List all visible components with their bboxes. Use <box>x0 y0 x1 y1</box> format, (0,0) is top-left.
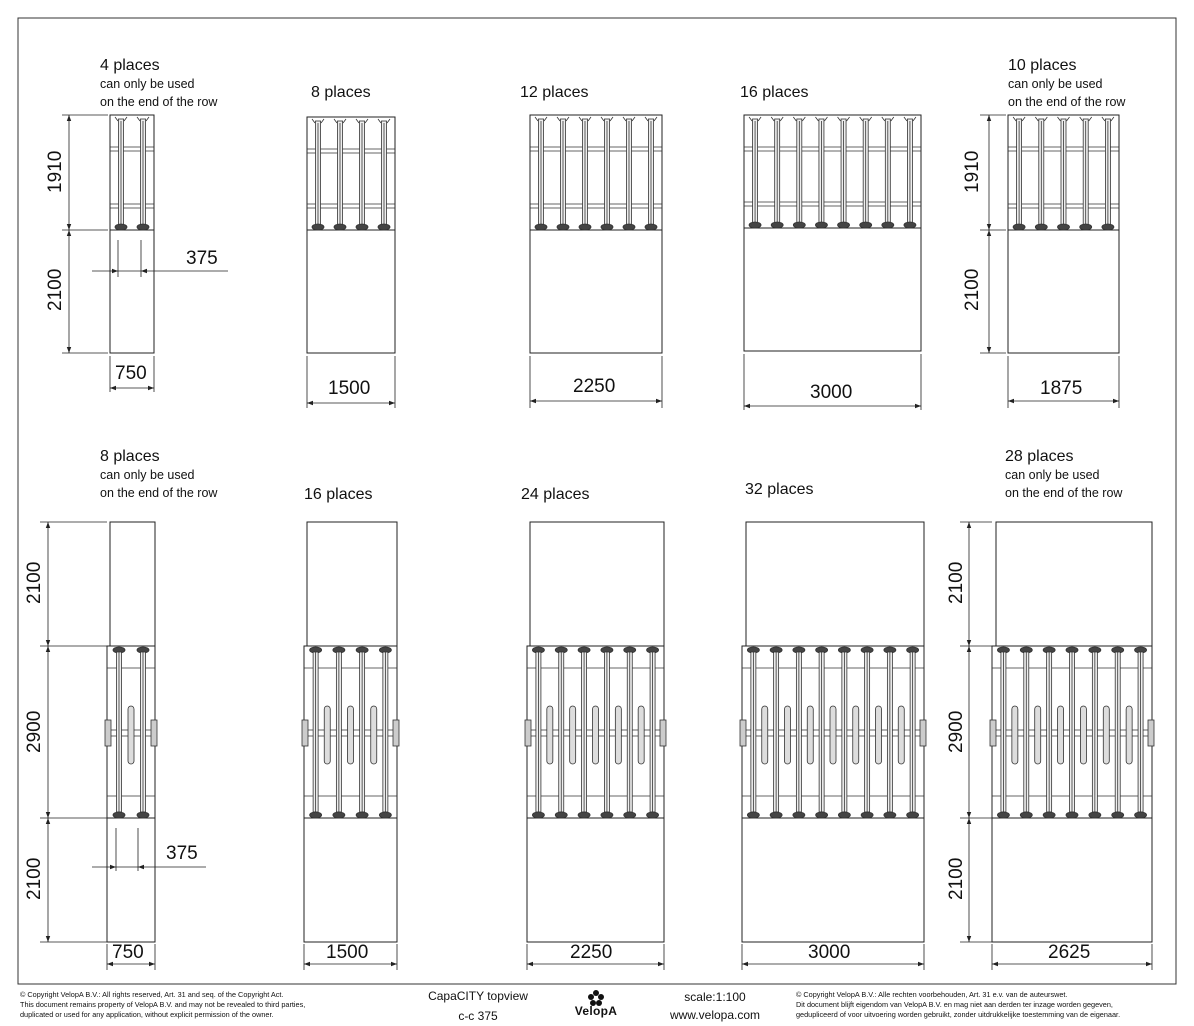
bottom-group-4-title: 32 places <box>745 481 814 498</box>
website-link[interactable]: www.velopa.com <box>669 1008 761 1022</box>
top-right-dim-depth: 2100 <box>962 268 983 311</box>
bottom-width-1: 750 <box>112 942 144 963</box>
rack-top <box>530 117 662 230</box>
bottom-left-dim-cc: 375 <box>166 843 198 864</box>
drawing-scale: scale:1:100 <box>684 990 746 1004</box>
top-group-5-title: 10 places can only be used on the end of the row <box>1008 57 1126 109</box>
rack-double <box>302 647 399 818</box>
rack-top <box>744 117 921 228</box>
velopa-logo: VelopA <box>574 1004 618 1018</box>
title-block <box>415 986 541 1026</box>
bottom-group-5-title: 28 places can only be used on the end of the row <box>1005 448 1123 500</box>
bottom-left-dim-top: 2100 <box>24 561 45 604</box>
bottom-width-2: 1500 <box>326 942 369 963</box>
bike-racks <box>105 117 1154 818</box>
top-group-4-title: 16 places <box>740 84 809 101</box>
rack-top <box>1008 117 1119 230</box>
top-left-dim-depth: 2100 <box>45 268 66 311</box>
bottom-right-dim-rack: 2900 <box>946 710 967 753</box>
top-width-5: 1875 <box>1040 378 1083 399</box>
area-24-places-bottom <box>530 522 664 646</box>
dimension-lines <box>40 115 1152 970</box>
bottom-right-dim-top: 2100 <box>946 561 967 604</box>
rack-double <box>990 647 1154 818</box>
top-group-1-title: 4 places can only be used on the end of the row <box>100 57 218 109</box>
bottom-width-4: 3000 <box>808 942 851 963</box>
top-group-2-title: 8 places <box>311 84 371 101</box>
bottom-group-2-title: 16 places <box>304 486 373 503</box>
rack-double <box>740 647 926 818</box>
top-left-dim-rack: 1910 <box>45 150 66 193</box>
bottom-left-dim-bottom: 2100 <box>24 857 45 900</box>
top-group-3-title: 12 places <box>520 84 589 101</box>
area-8-places-bottom <box>110 522 155 646</box>
bottom-group-3-title: 24 places <box>521 486 590 503</box>
bottom-left-dim-rack: 2900 <box>24 710 45 753</box>
rack-top <box>110 117 154 230</box>
top-width-2: 1500 <box>328 378 371 399</box>
area-16-places <box>744 115 921 351</box>
footer-copyright-en: © Copyright VelopA B.V.: All rights reserved, Art. 31 and seq. of the Copyright Act. This document remains property of VelopA B.V. and may not be revealed to third parties, duplicated or used for any application, without explicit permission of the owner. <box>20 990 306 1019</box>
bottom-group-1-title: 8 places can only be used on the end of the row <box>100 448 218 500</box>
top-left-dim-cc: 375 <box>186 248 218 269</box>
top-right-dim-rack: 1910 <box>962 150 983 193</box>
top-width-3: 2250 <box>573 376 616 397</box>
top-width-4: 3000 <box>810 382 853 403</box>
rack-double <box>525 647 666 818</box>
footer-copyright-nl: © Copyright VelopA B.V.: Alle rechten voorbehouden, Art. 31 e.v. van de auteurswet. Dit document blijft eigendom van VelopA B.V. en mag niet aan derden ter inzage worden gegeven, gedupliceerd of voor uitvoering worden gebruikt, zonder uitdrukkelijke toestemming van de eigenaar. <box>796 990 1121 1019</box>
bottom-width-3: 2250 <box>570 942 613 963</box>
rack-top <box>307 119 395 230</box>
top-width-1: 750 <box>115 363 147 384</box>
area-16-places-bottom <box>307 522 397 646</box>
rack-double <box>105 647 157 818</box>
dimension-arrows <box>46 115 1152 966</box>
scale-block <box>650 988 780 1024</box>
area-28-places-bottom <box>996 522 1152 646</box>
bottom-width-5: 2625 <box>1048 942 1091 963</box>
drawing-title: CapaCITY topview <box>428 989 528 1003</box>
drawing-subtitle: c-c 375 <box>458 1009 498 1023</box>
bottom-right-dim-bottom: 2100 <box>946 857 967 900</box>
area-32-places-bottom <box>746 522 924 646</box>
